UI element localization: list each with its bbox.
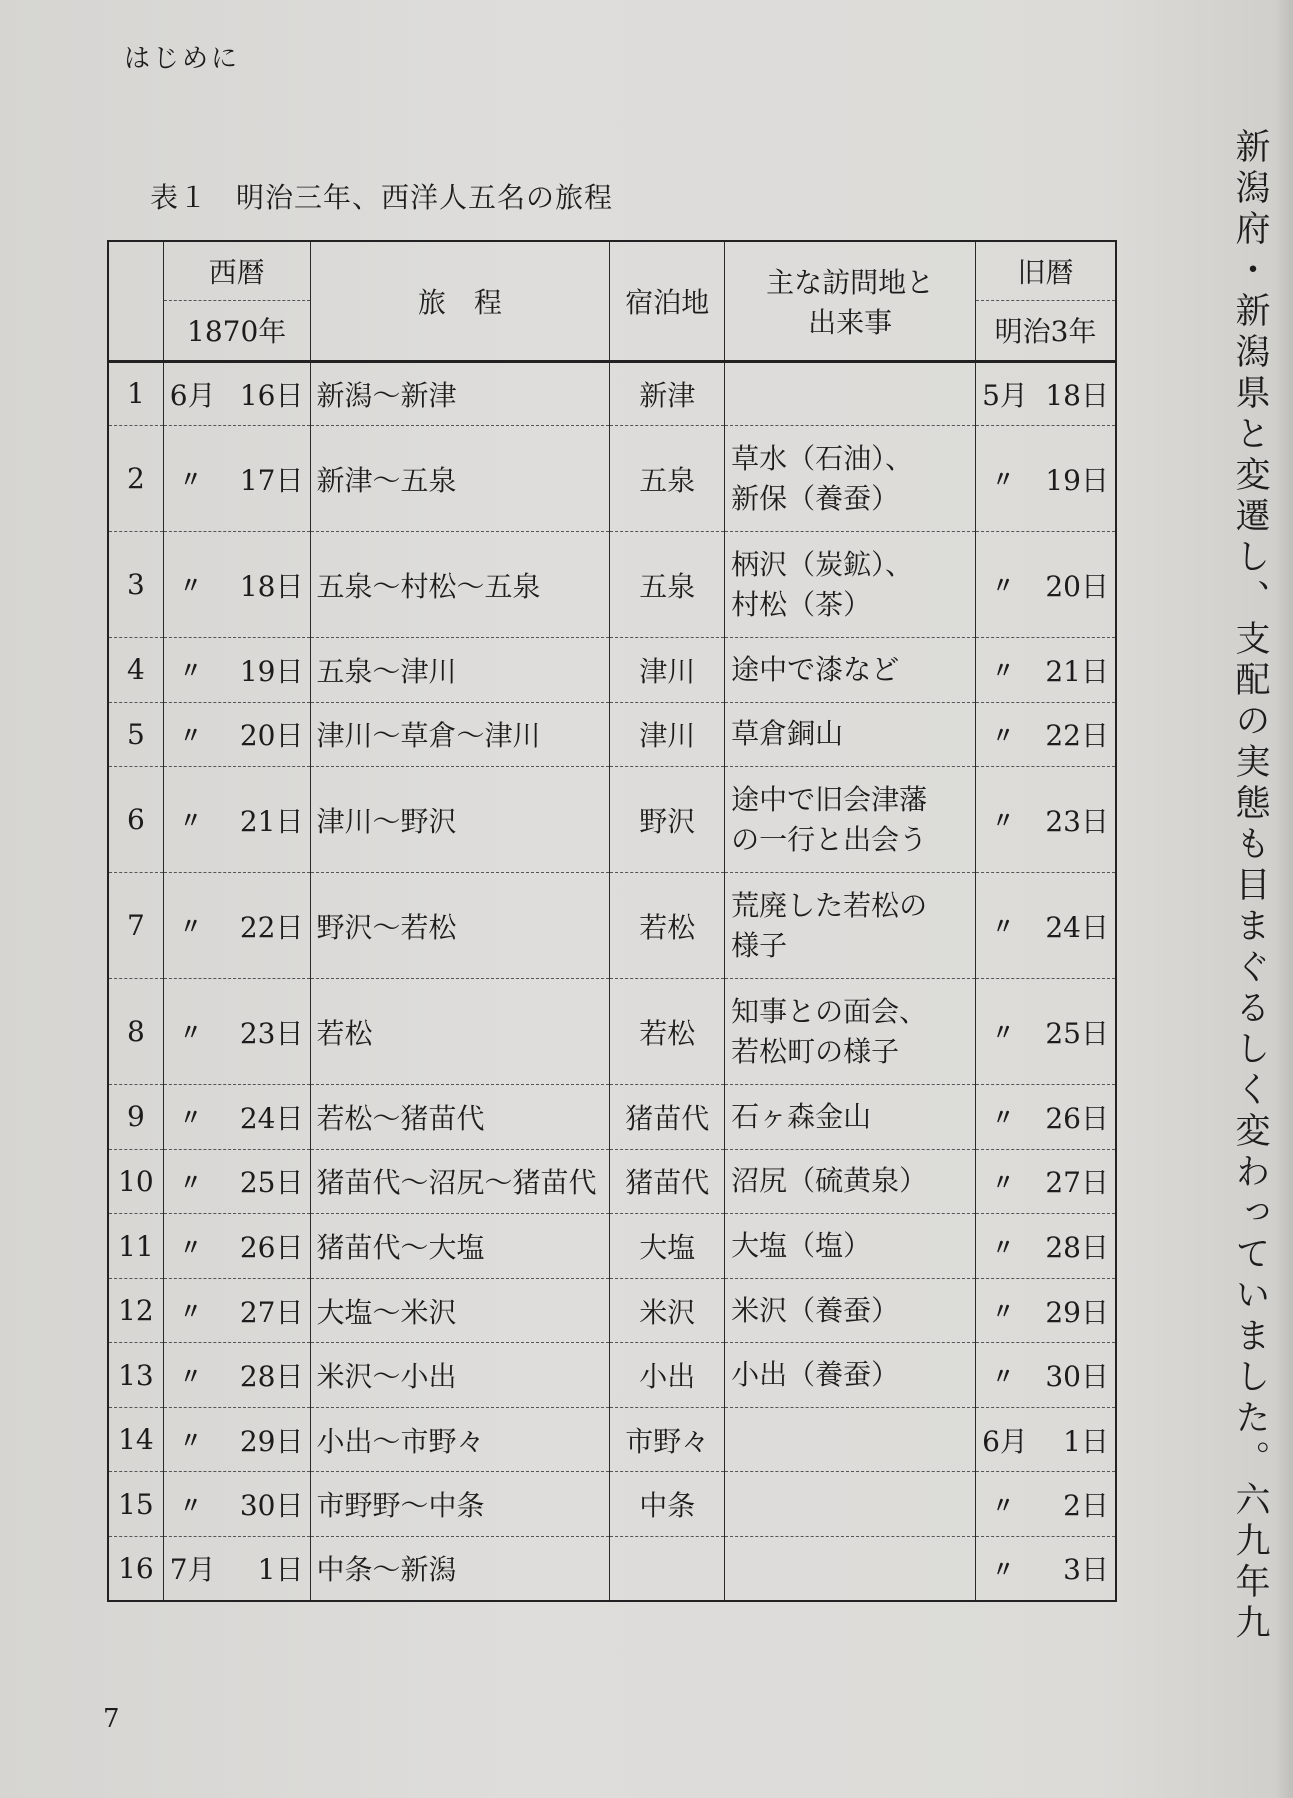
- old-month: 〃: [992, 808, 1015, 835]
- western-date-cell: [163, 1085, 310, 1150]
- western-month: 〃: [179, 1428, 202, 1455]
- lodging-cell: [610, 361, 725, 426]
- table-row: [108, 1278, 1116, 1343]
- lodging-cell: [610, 1407, 725, 1472]
- western-day: 20日: [239, 719, 304, 753]
- events-cell: [725, 979, 976, 1085]
- lodging-cell: [610, 1278, 725, 1343]
- route: 中条～新潟: [316, 1553, 457, 1587]
- header-visits-line2: 出来事: [808, 305, 893, 339]
- old-month: 6月: [982, 1424, 1028, 1458]
- western-month: 〃: [179, 573, 202, 600]
- row-number: 1: [126, 377, 145, 411]
- old-date-cell: [976, 1149, 1116, 1214]
- row-number: 14: [118, 1423, 154, 1457]
- old-day: 18日: [1045, 378, 1109, 412]
- row-number: 15: [118, 1487, 154, 1521]
- events-cell: [725, 1343, 976, 1408]
- old-day: 19日: [1045, 463, 1109, 497]
- table-row: [108, 361, 1116, 426]
- route-cell: [310, 426, 610, 532]
- row-number: 3: [126, 568, 145, 602]
- route-cell: [310, 702, 610, 767]
- old-day: 21日: [1045, 654, 1109, 688]
- route-cell: [310, 1343, 610, 1408]
- events-cell: [725, 426, 976, 532]
- western-date-cell: [163, 1472, 310, 1537]
- table-row: [108, 1407, 1116, 1472]
- lodging: 中条: [639, 1489, 696, 1523]
- table-row: [108, 873, 1116, 979]
- western-date-cell: [163, 1536, 310, 1601]
- lodging: 市野々: [625, 1424, 710, 1458]
- western-month: 〃: [179, 658, 202, 685]
- route: 五泉～津川: [316, 654, 457, 688]
- western-month: 〃: [179, 1363, 202, 1390]
- events: 知事との面会、 若松町の様子: [731, 994, 928, 1068]
- route: 猪苗代～沼尻～猪苗代: [316, 1166, 597, 1200]
- events-cell: [725, 702, 976, 767]
- row-number: 7: [126, 909, 145, 943]
- row-number: 4: [126, 653, 145, 687]
- route-cell: [310, 532, 610, 638]
- old-month: 〃: [992, 573, 1015, 600]
- route: 新潟～新津: [316, 378, 457, 412]
- table-caption: [150, 176, 613, 216]
- table-row: [108, 979, 1116, 1085]
- events: 途中で漆など: [731, 652, 900, 686]
- lodging: 若松: [639, 910, 696, 944]
- route-cell: [310, 873, 610, 979]
- route: 市野野～中条: [316, 1489, 485, 1523]
- western-day: 19日: [239, 654, 304, 688]
- route: 小出～市野々: [316, 1424, 485, 1458]
- events-cell: [725, 1278, 976, 1343]
- route: 大塩～米沢: [316, 1295, 457, 1329]
- western-day: 26日: [239, 1231, 304, 1264]
- row-number: 16: [118, 1551, 154, 1585]
- row-number-cell: [108, 532, 163, 638]
- lodging: 猪苗代: [625, 1166, 710, 1200]
- old-day: 3日: [1063, 1553, 1109, 1587]
- events-cell: [725, 361, 976, 426]
- western-day: 29日: [239, 1424, 304, 1458]
- row-number: 5: [126, 717, 145, 751]
- row-number-cell: [108, 873, 163, 979]
- lodging: 大塩: [639, 1231, 696, 1264]
- row-number: 6: [126, 803, 145, 837]
- events: 柄沢（炭鉱）、 村松（茶）: [731, 547, 914, 621]
- table-row: [108, 1343, 1116, 1408]
- western-date-cell: [163, 979, 310, 1085]
- lodging-cell: [610, 1149, 725, 1214]
- row-number-cell: [108, 361, 163, 426]
- row-number-cell: [108, 1149, 163, 1214]
- western-date-cell: [163, 532, 310, 638]
- old-date-cell: [976, 361, 1116, 426]
- western-month: 〃: [179, 1020, 202, 1047]
- old-date-cell: [976, 426, 1116, 532]
- western-month: 〃: [179, 914, 202, 941]
- western-day: 1日: [257, 1553, 304, 1587]
- row-number-cell: [108, 1407, 163, 1472]
- events: 沼尻（硫黄泉）: [731, 1164, 928, 1198]
- western-month: 〃: [179, 1169, 202, 1196]
- western-month: 〃: [179, 1105, 202, 1132]
- events: 米沢（養蚕）: [731, 1293, 900, 1327]
- events-cell: [725, 873, 976, 979]
- old-day: 27日: [1045, 1166, 1109, 1200]
- old-date-cell: [976, 638, 1116, 703]
- table-row: [108, 1085, 1116, 1150]
- old-month: 〃: [992, 1556, 1015, 1583]
- old-date-cell: [976, 873, 1116, 979]
- route: 津川～草倉～津川: [316, 719, 541, 753]
- lodging: 五泉: [639, 463, 696, 497]
- table-row: [108, 532, 1116, 638]
- row-number-cell: [108, 1085, 163, 1150]
- route: 猪苗代～大塩: [316, 1231, 485, 1264]
- table-row: [108, 1149, 1116, 1214]
- western-date-cell: [163, 873, 310, 979]
- western-day: 23日: [239, 1016, 304, 1050]
- old-month: 〃: [992, 1105, 1015, 1132]
- header-western-year-value: 1870年: [187, 315, 287, 349]
- route: 津川～野沢: [316, 804, 457, 838]
- lodging-cell: [610, 702, 725, 767]
- row-number-cell: [108, 979, 163, 1085]
- old-month: 〃: [992, 1020, 1015, 1047]
- row-number: 13: [118, 1358, 154, 1392]
- old-date-cell: [976, 1214, 1116, 1279]
- western-day: 27日: [239, 1295, 304, 1329]
- page-gutter-shadow: [1275, 0, 1293, 1798]
- western-date-cell: [163, 1214, 310, 1279]
- events: 途中で旧会津藩 の一行と出会う: [731, 782, 928, 856]
- row-number-cell: [108, 702, 163, 767]
- row-number-cell: [108, 1343, 163, 1408]
- row-number-cell: [108, 1214, 163, 1279]
- events: 草水（石油）、 新保（養蚕）: [731, 441, 914, 515]
- row-number: 12: [118, 1294, 154, 1328]
- old-date-cell: [976, 1472, 1116, 1537]
- old-day: 30日: [1045, 1360, 1109, 1394]
- table-header-row: [108, 241, 1116, 361]
- events-cell: [725, 1085, 976, 1150]
- row-number-cell: [108, 426, 163, 532]
- old-date-cell: [976, 702, 1116, 767]
- western-date-cell: [163, 638, 310, 703]
- page-number: 7: [103, 1704, 120, 1734]
- old-date-cell: [976, 1278, 1116, 1343]
- route: 野沢～若松: [316, 910, 457, 944]
- lodging: 小出: [639, 1360, 696, 1394]
- old-day: 2日: [1063, 1489, 1109, 1523]
- row-number: 2: [126, 462, 145, 496]
- header-western-year-label: 西暦: [164, 242, 310, 301]
- row-number: 10: [118, 1164, 154, 1198]
- events: 石ヶ森金山: [731, 1099, 872, 1133]
- header-visits: [725, 241, 976, 361]
- old-day: 1日: [1063, 1424, 1109, 1458]
- old-date-cell: [976, 979, 1116, 1085]
- western-month: 〃: [179, 808, 202, 835]
- route-cell: [310, 1278, 610, 1343]
- old-day: 25日: [1045, 1016, 1109, 1050]
- old-day: 24日: [1045, 910, 1109, 944]
- route-cell: [310, 1407, 610, 1472]
- vertical-body-text: 新潟府・新潟県と変遷し、支配の実態も目まぐるしく変わっていました。六九年九: [1230, 128, 1270, 1645]
- western-date-cell: [163, 1278, 310, 1343]
- western-date-cell: [163, 1149, 310, 1214]
- old-month: 〃: [992, 1234, 1015, 1261]
- old-month: 〃: [992, 658, 1015, 685]
- western-date-cell: [163, 1343, 310, 1408]
- western-month: 〃: [179, 1234, 202, 1261]
- row-number-cell: [108, 1536, 163, 1601]
- lodging: 津川: [639, 654, 696, 688]
- route: 米沢～小出: [316, 1360, 457, 1394]
- header-old-calendar-value: 明治3年: [994, 315, 1097, 349]
- western-month: 〃: [179, 1299, 202, 1326]
- western-date-cell: [163, 361, 310, 426]
- table-row: [108, 638, 1116, 703]
- western-day: 22日: [239, 910, 304, 944]
- old-date-cell: [976, 767, 1116, 873]
- old-month: 〃: [992, 1492, 1015, 1519]
- row-number: 8: [126, 1015, 145, 1049]
- table-row: [108, 702, 1116, 767]
- old-date-cell: [976, 1085, 1116, 1150]
- table-body: [108, 361, 1116, 1601]
- row-number-cell: [108, 638, 163, 703]
- route-cell: [310, 361, 610, 426]
- old-date-cell: [976, 1343, 1116, 1408]
- western-day: 25日: [239, 1166, 304, 1200]
- old-month: 〃: [992, 467, 1015, 494]
- table-row: [108, 1536, 1116, 1601]
- old-day: 20日: [1045, 569, 1109, 603]
- western-date-cell: [163, 767, 310, 873]
- events-cell: [725, 532, 976, 638]
- lodging: 米沢: [639, 1295, 696, 1329]
- row-number-cell: [108, 1472, 163, 1537]
- lodging-cell: [610, 1536, 725, 1601]
- events-cell: [725, 1214, 976, 1279]
- events-cell: [725, 767, 976, 873]
- events-cell: [725, 1472, 976, 1537]
- western-month: 〃: [179, 1492, 202, 1519]
- lodging: 五泉: [639, 569, 696, 603]
- header-number-blank: [108, 241, 163, 361]
- old-month: 5月: [982, 378, 1028, 412]
- lodging-cell: [610, 1214, 725, 1279]
- western-month: 6月: [169, 378, 216, 412]
- row-number-cell: [108, 1278, 163, 1343]
- old-date-cell: [976, 1407, 1116, 1472]
- old-day: 28日: [1045, 1231, 1109, 1264]
- table-row: [108, 1472, 1116, 1537]
- row-number: 11: [118, 1229, 154, 1263]
- lodging-cell: [610, 767, 725, 873]
- lodging: 新津: [639, 378, 696, 412]
- header-old-calendar-label: 旧暦: [976, 242, 1115, 301]
- table-caption-title: 明治三年、西洋人五名の旅程: [236, 181, 614, 214]
- western-date-cell: [163, 1407, 310, 1472]
- old-month: 〃: [992, 1169, 1015, 1196]
- western-month: 〃: [179, 467, 202, 494]
- route-cell: [310, 1536, 610, 1601]
- itinerary-table: [107, 240, 1117, 1602]
- lodging: 野沢: [639, 804, 696, 838]
- running-head: はじめに: [124, 44, 241, 74]
- western-month: 7月: [169, 1553, 216, 1587]
- events: 大塩（塩）: [731, 1229, 872, 1262]
- events-cell: [725, 1407, 976, 1472]
- western-day: 24日: [239, 1101, 304, 1135]
- lodging: 津川: [639, 719, 696, 753]
- old-day: 23日: [1045, 804, 1109, 838]
- events: 荒廃した若松の 様子: [731, 888, 928, 962]
- header-western-calendar: [163, 241, 310, 361]
- route-cell: [310, 1085, 610, 1150]
- route-cell: [310, 767, 610, 873]
- events: 草倉銅山: [731, 717, 844, 751]
- events: 小出（養蚕）: [731, 1358, 900, 1392]
- lodging-cell: [610, 979, 725, 1085]
- events-cell: [725, 1149, 976, 1214]
- header-lodging: 宿泊地: [610, 241, 725, 361]
- lodging: 猪苗代: [625, 1101, 710, 1135]
- events-cell: [725, 1536, 976, 1601]
- old-month: 〃: [992, 722, 1015, 749]
- route-cell: [310, 979, 610, 1085]
- old-day: 29日: [1045, 1295, 1109, 1329]
- western-date-cell: [163, 426, 310, 532]
- old-month: 〃: [992, 1363, 1015, 1390]
- events-cell: [725, 638, 976, 703]
- route: 若松: [316, 1016, 373, 1050]
- western-day: 21日: [239, 804, 304, 838]
- row-number: 9: [126, 1100, 145, 1134]
- route: 若松～猪苗代: [316, 1101, 485, 1135]
- old-date-cell: [976, 1536, 1116, 1601]
- lodging-cell: [610, 638, 725, 703]
- western-day: 18日: [239, 569, 304, 603]
- table-row: [108, 767, 1116, 873]
- lodging-cell: [610, 873, 725, 979]
- western-date-cell: [163, 702, 310, 767]
- header-visits-line1: 主な訪問地と: [766, 265, 935, 299]
- old-month: 〃: [992, 914, 1015, 941]
- old-day: 22日: [1045, 719, 1109, 753]
- table-caption-number: 表１: [150, 181, 209, 214]
- lodging-cell: [610, 1085, 725, 1150]
- route-cell: [310, 1214, 610, 1279]
- route-cell: [310, 638, 610, 703]
- lodging-cell: [610, 426, 725, 532]
- route: 五泉～村松～五泉: [316, 569, 541, 603]
- header-itinerary: 旅 程: [310, 241, 610, 361]
- old-date-cell: [976, 532, 1116, 638]
- table-row: [108, 426, 1116, 532]
- western-day: 17日: [239, 463, 304, 497]
- table-row: [108, 1214, 1116, 1279]
- western-month: 〃: [179, 722, 202, 749]
- lodging-cell: [610, 532, 725, 638]
- western-day: 16日: [239, 378, 304, 412]
- lodging: 若松: [639, 1016, 696, 1050]
- row-number-cell: [108, 767, 163, 873]
- lodging-cell: [610, 1472, 725, 1537]
- route-cell: [310, 1149, 610, 1214]
- old-day: 26日: [1045, 1101, 1109, 1135]
- lodging-cell: [610, 1343, 725, 1408]
- route-cell: [310, 1472, 610, 1537]
- header-old-calendar: [976, 241, 1116, 361]
- western-day: 30日: [239, 1489, 304, 1523]
- route: 新津～五泉: [316, 463, 457, 497]
- western-day: 28日: [239, 1360, 304, 1394]
- old-month: 〃: [992, 1299, 1015, 1326]
